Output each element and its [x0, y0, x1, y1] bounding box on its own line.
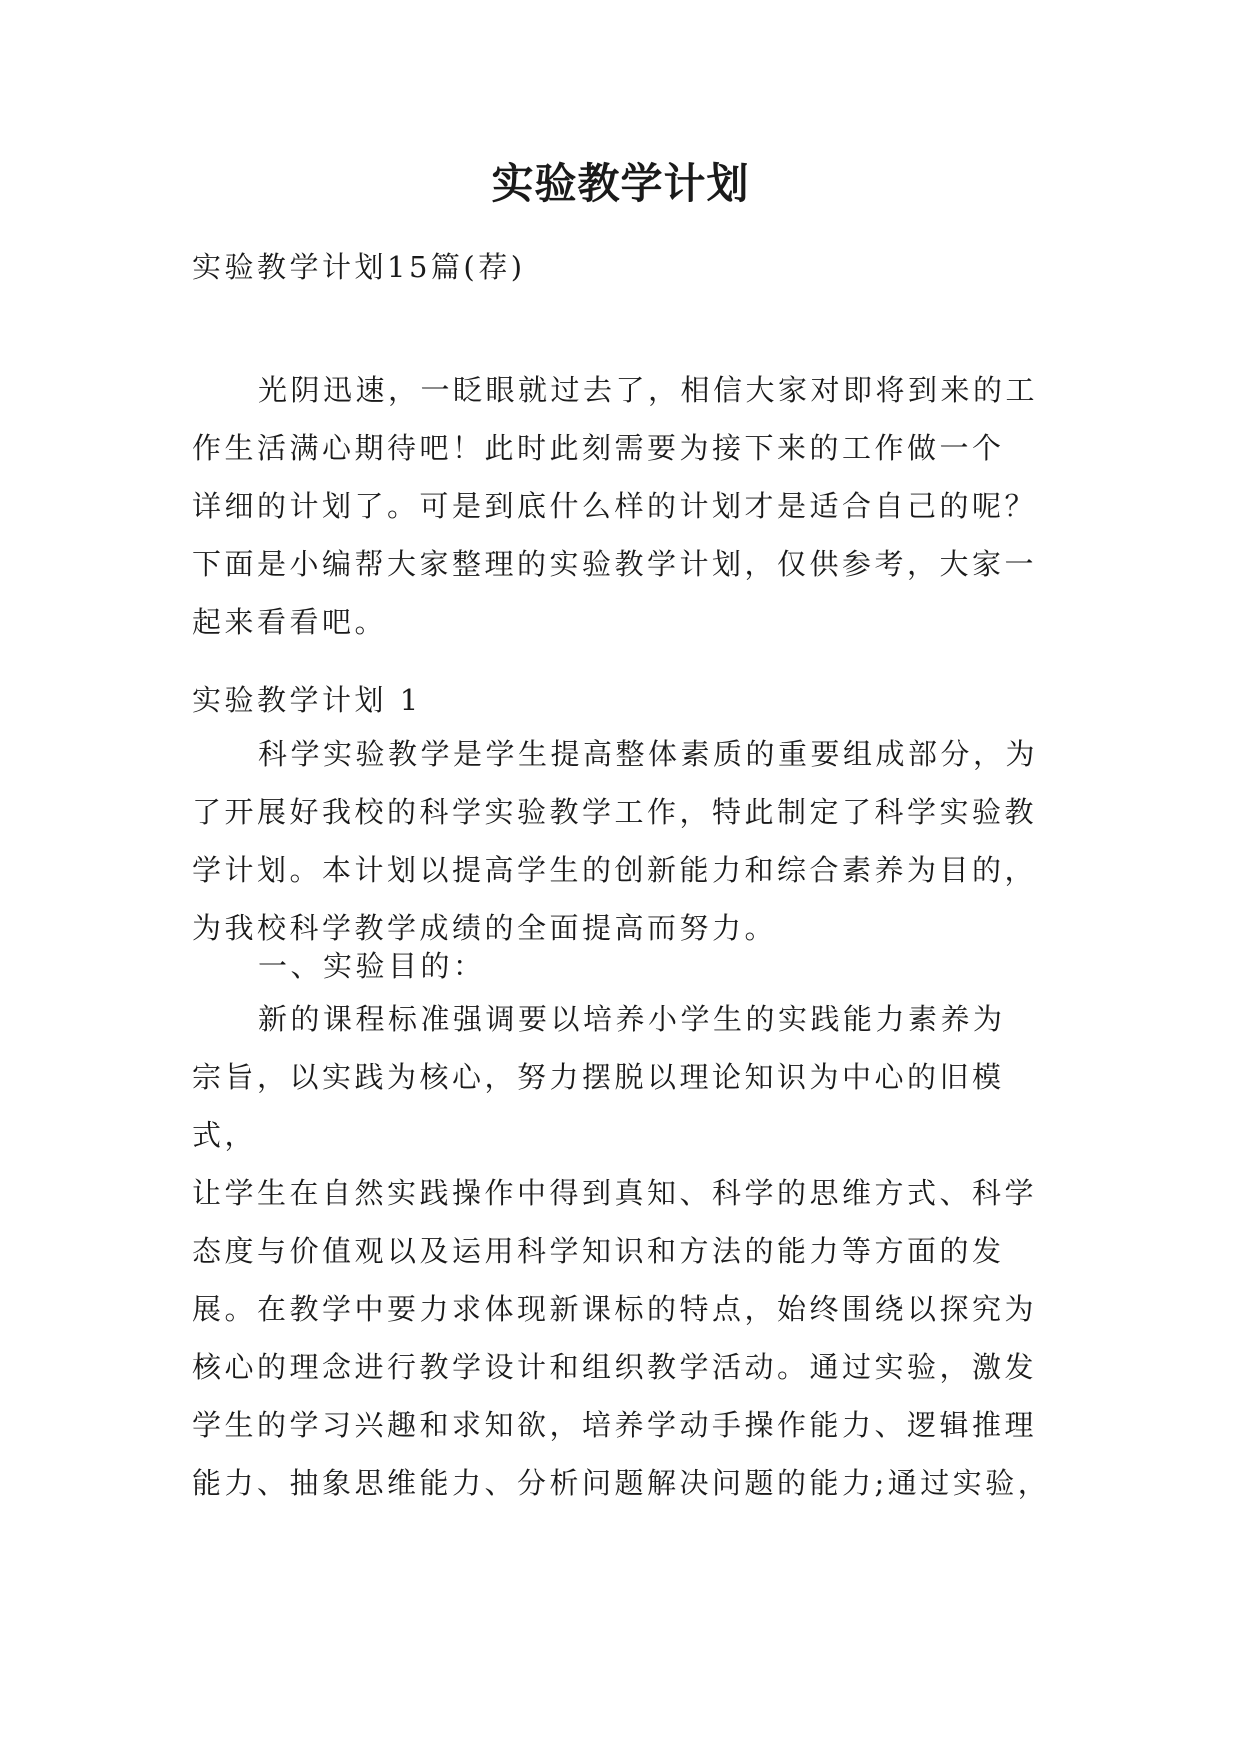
document-subtitle: 实验教学计划15篇(荐)	[192, 250, 526, 284]
section-heading: 实验教学计划 1	[192, 683, 422, 717]
document-title: 实验教学计划	[491, 159, 750, 208]
intro-paragraph: 光阴迅速，一眨眼就过去了，相信大家对即将到来的工 作生活满心期待吧！此时此刻需要为接下来的工作做一个 详细的计划了。可是到底什么样的计划才是适合自己的呢？ 下面是小编帮大家整理的实验教学计划，仅供参考，大家一 起来看看吧。	[192, 373, 1039, 639]
item-heading: 一、实验目的：	[258, 949, 486, 983]
section-paragraph: 科学实验教学是学生提高整体素质的重要组成部分，为 了开展好我校的科学实验教学工作，特此制定了科学实验教 学计划。本计划以提高学生的创新能力和综合素养为目的， 为我校科学教学成绩的全面提高而努力。	[192, 737, 1039, 945]
item-paragraph: 新的课程标准强调要以培养小学生的实践能力素养为 宗旨，以实践为核心，努力摆脱以理论知识为中心的旧模式， 让学生在自然实践操作中得到真知、科学的思维方式、科学 态度与价值观以及运用科学知识和方法的能力等方面的发 展。在教学中要力求体现新课标的特点，始终围绕以探究为 核心的理念进行教学设计和组织教学活动。通过实验，激发 学生的学习兴趣和求知欲，培养学动手操作能力、逻辑推理 能力、抽象思维能力、分析问题解决问题的能力;通过实验，	[192, 1002, 1051, 1500]
